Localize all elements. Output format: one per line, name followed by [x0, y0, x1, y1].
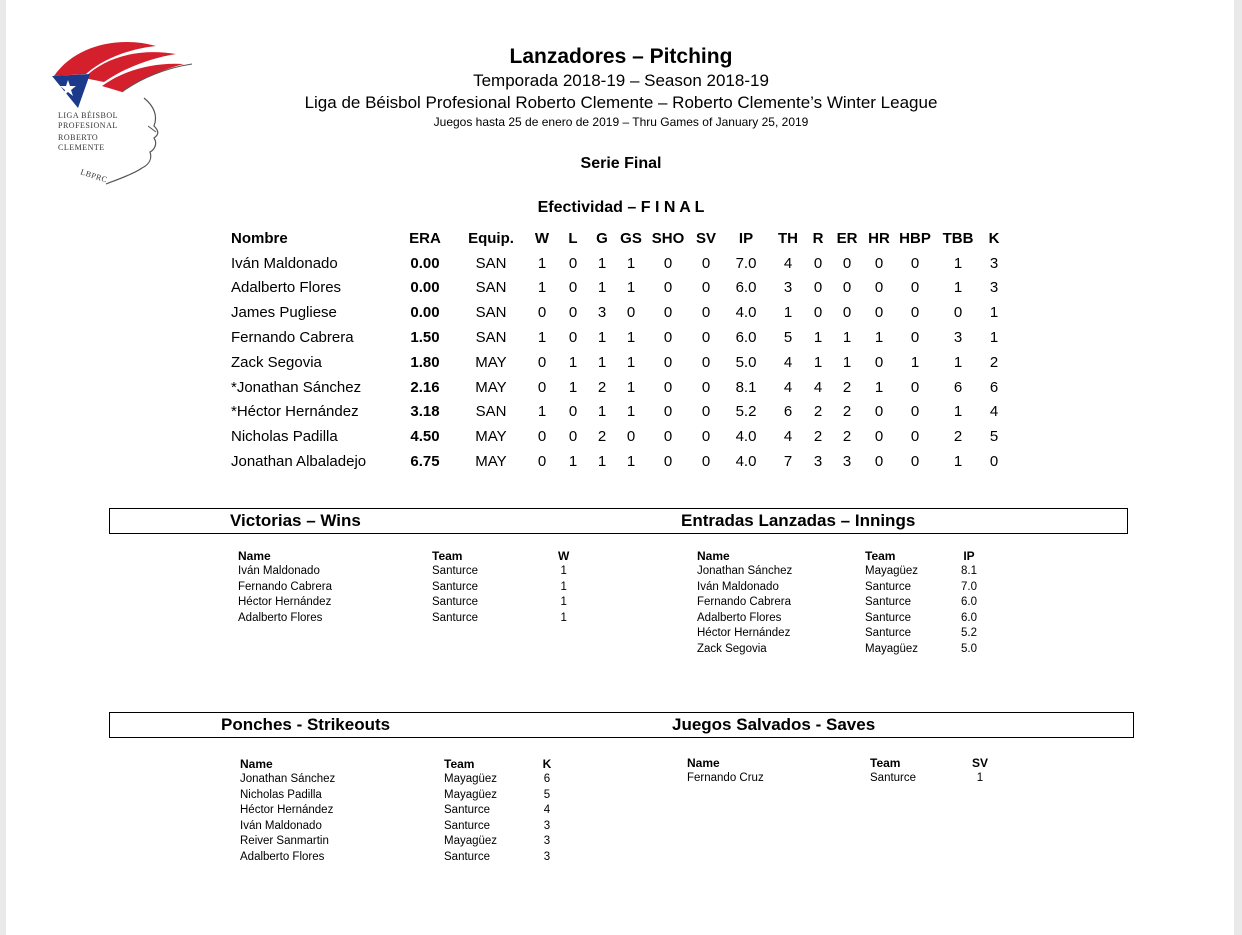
table-cell: 0: [701, 403, 711, 421]
table-cell: 6.0: [735, 279, 757, 297]
table-row: [238, 579, 569, 595]
table-row: [697, 641, 981, 657]
table-cell: 0: [813, 304, 823, 322]
table-cell: Mayagüez: [865, 642, 919, 655]
table-cell: Mayagüez: [865, 565, 919, 578]
table-cell: 5.2: [735, 403, 757, 421]
strikeouts-table: [240, 756, 552, 865]
table-cell: 6: [543, 773, 551, 786]
table-cell: 4.50: [410, 428, 440, 446]
table-cell: 4: [813, 378, 823, 396]
table-cell: 2: [597, 378, 607, 396]
era-column-header: W: [534, 229, 550, 247]
table-cell: 8.1: [735, 378, 757, 396]
table-cell: 4: [783, 353, 793, 371]
table-cell: 0: [626, 304, 636, 322]
table-cell: 0: [663, 403, 673, 421]
table-cell: 0: [813, 279, 823, 297]
era-column-header: K: [988, 229, 1000, 247]
table-cell: 6.0: [735, 329, 757, 347]
table-cell: 1: [953, 254, 963, 272]
table-cell: Iván Maldonado: [231, 254, 338, 272]
table-cell: 0: [663, 254, 673, 272]
games-through-note: Juegos hasta 25 de enero de 2019 – Thru Games of January 25, 2019: [433, 115, 809, 129]
table-cell: 8.1: [961, 565, 977, 578]
table-row: [225, 350, 1009, 375]
table-cell: 0: [537, 353, 547, 371]
table-cell: 0: [663, 353, 673, 371]
saves-table: [687, 755, 990, 786]
table-cell: Santurce: [432, 596, 479, 609]
table-cell: 2: [597, 428, 607, 446]
table-cell: Santurce: [432, 580, 479, 593]
table-cell: 1: [813, 353, 823, 371]
table-cell: 1: [626, 353, 636, 371]
table-cell: Jonathan Albaladejo: [231, 453, 367, 471]
table-cell: 0: [701, 378, 711, 396]
table-cell: 1: [537, 329, 547, 347]
table-row: [225, 300, 1009, 325]
table-row: [697, 595, 981, 611]
table-cell: 0: [910, 279, 920, 297]
table-cell: 1: [597, 453, 607, 471]
table-cell: *Héctor Hernández: [231, 403, 359, 421]
table-row: [225, 276, 1009, 301]
table-cell: Héctor Hernández: [697, 627, 791, 640]
table-cell: MAY: [475, 428, 507, 446]
table-cell: Santurce: [444, 850, 491, 863]
table-cell: 6: [953, 378, 963, 396]
table-cell: 3: [953, 329, 963, 347]
table-cell: 1: [626, 329, 636, 347]
table-cell: 1: [568, 353, 578, 371]
column-header: K: [542, 756, 552, 771]
table-cell: 1: [910, 353, 920, 371]
table-cell: SAN: [475, 254, 507, 272]
table-row: [687, 771, 990, 787]
table-row: [240, 772, 552, 788]
era-table: [225, 226, 1009, 474]
table-cell: Santurce: [432, 611, 479, 624]
table-cell: 0: [701, 453, 711, 471]
table-cell: Fernando Cabrera: [231, 329, 354, 347]
era-column-header: G: [596, 229, 608, 247]
table-cell: 0: [701, 254, 711, 272]
table-cell: Iván Maldonado: [238, 565, 320, 578]
innings-header-row: [697, 548, 981, 564]
table-cell: Mayagüez: [444, 773, 498, 786]
table-row: [238, 610, 569, 626]
table-cell: 0: [701, 428, 711, 446]
table-cell: Jonathan Sánchez: [697, 565, 793, 578]
table-cell: 0: [842, 254, 852, 272]
table-cell: 0: [568, 254, 578, 272]
table-cell: 4: [783, 378, 793, 396]
page-title: Lanzadores – Pitching: [509, 45, 733, 68]
table-row: [240, 803, 552, 819]
table-cell: 1: [953, 353, 963, 371]
table-cell: 0.00: [410, 304, 440, 322]
wins-title: Victorias – Wins: [230, 511, 361, 530]
table-cell: Santurce: [444, 819, 491, 832]
svg-text:LBPRC: LBPRC: [79, 167, 109, 185]
table-cell: Iván Maldonado: [697, 580, 779, 593]
table-cell: Santurce: [870, 772, 917, 785]
strikeouts-saves-header-box: [109, 712, 1134, 738]
table-cell: 1: [560, 596, 567, 609]
table-cell: 3: [842, 453, 852, 471]
column-header: Team: [444, 756, 475, 771]
era-column-header: GS: [620, 229, 642, 247]
table-cell: 1: [783, 304, 793, 322]
table-cell: 2: [989, 353, 999, 371]
column-header: Team: [432, 548, 463, 563]
table-cell: 4: [783, 254, 793, 272]
column-header: Name: [697, 548, 730, 563]
table-cell: 1: [597, 353, 607, 371]
column-header: Team: [870, 755, 901, 770]
table-cell: 1: [626, 453, 636, 471]
table-cell: 6.0: [961, 596, 977, 609]
table-cell: Héctor Hernández: [240, 804, 334, 817]
table-cell: 1: [953, 279, 963, 297]
era-column-header: SV: [695, 229, 716, 247]
table-cell: 1: [626, 403, 636, 421]
table-cell: 0: [701, 279, 711, 297]
table-row: [225, 400, 1009, 425]
era-column-header: ERA: [409, 229, 441, 247]
table-cell: 1: [813, 329, 823, 347]
table-cell: 1: [953, 403, 963, 421]
table-cell: 4.0: [735, 304, 757, 322]
table-cell: 1: [874, 329, 884, 347]
table-cell: 0: [568, 279, 578, 297]
table-cell: Santurce: [865, 596, 912, 609]
table-row: [240, 834, 552, 850]
table-cell: SAN: [475, 329, 507, 347]
table-cell: 3: [543, 850, 551, 863]
table-cell: 0: [874, 453, 884, 471]
table-cell: 1: [597, 329, 607, 347]
table-cell: 7.0: [961, 580, 977, 593]
table-cell: 0: [874, 279, 884, 297]
era-column-header: Equip.: [468, 229, 514, 247]
table-cell: 1: [560, 580, 567, 593]
table-cell: 0: [701, 329, 711, 347]
table-cell: 2: [813, 428, 823, 446]
table-cell: 3: [543, 819, 551, 832]
table-cell: 1: [842, 329, 852, 347]
table-row: [225, 325, 1009, 350]
table-cell: Nicholas Padilla: [231, 428, 338, 446]
table-cell: 2: [842, 428, 852, 446]
table-cell: Mayagüez: [444, 788, 498, 801]
table-cell: 3: [989, 279, 999, 297]
table-cell: 1: [560, 611, 567, 624]
table-cell: 0: [663, 329, 673, 347]
table-row: [225, 375, 1009, 400]
table-cell: 0: [626, 428, 636, 446]
table-cell: 1: [626, 279, 636, 297]
era-column-header: L: [568, 229, 578, 247]
table-cell: 3: [783, 279, 793, 297]
table-cell: 0: [537, 453, 547, 471]
table-cell: 0: [874, 428, 884, 446]
table-cell: 2: [842, 378, 852, 396]
table-cell: 0: [701, 304, 711, 322]
table-cell: 0: [813, 254, 823, 272]
table-cell: Santurce: [865, 627, 912, 640]
table-cell: 1: [626, 254, 636, 272]
table-cell: 0: [568, 403, 578, 421]
table-cell: 3: [597, 304, 607, 322]
table-cell: Adalberto Flores: [231, 279, 342, 297]
column-header: SV: [971, 755, 988, 770]
table-cell: 1: [568, 378, 578, 396]
table-cell: 4.0: [735, 428, 757, 446]
table-cell: 7.0: [735, 254, 757, 272]
era-column-header: IP: [738, 229, 754, 247]
svg-text:ROBERTO: ROBERTO: [58, 133, 99, 142]
table-cell: Fernando Cabrera: [238, 580, 332, 593]
table-cell: 1: [953, 453, 963, 471]
table-cell: Iván Maldonado: [240, 819, 322, 832]
table-cell: 1: [842, 353, 852, 371]
wins-header-row: [238, 548, 569, 564]
table-cell: Santurce: [865, 580, 912, 593]
table-cell: 0: [910, 254, 920, 272]
table-cell: 0: [701, 353, 711, 371]
table-cell: 3: [543, 835, 551, 848]
table-cell: 1: [597, 254, 607, 272]
table-cell: 0: [663, 279, 673, 297]
column-header: W: [558, 548, 570, 563]
table-cell: Zack Segovia: [697, 642, 767, 655]
saves-title: Juegos Salvados - Saves: [672, 715, 876, 734]
table-row: [697, 610, 981, 626]
table-cell: 0: [910, 453, 920, 471]
series-heading: Serie Final: [580, 155, 662, 172]
table-cell: 0: [910, 403, 920, 421]
table-cell: 0.00: [410, 254, 440, 272]
table-cell: 1: [568, 453, 578, 471]
table-cell: 4: [783, 428, 793, 446]
table-row: [697, 564, 981, 580]
table-cell: 5: [989, 428, 999, 446]
table-cell: 1: [874, 378, 884, 396]
table-cell: 0: [537, 428, 547, 446]
table-cell: 4.0: [735, 453, 757, 471]
table-cell: 2.16: [410, 378, 440, 396]
table-cell: Santurce: [865, 611, 912, 624]
table-cell: 1: [537, 279, 547, 297]
table-cell: 3.18: [410, 403, 440, 421]
table-cell: 1: [989, 304, 999, 322]
table-cell: 0: [874, 254, 884, 272]
era-column-header: HBP: [899, 229, 931, 247]
table-cell: MAY: [475, 353, 507, 371]
table-row: [238, 564, 569, 580]
table-cell: 0: [537, 378, 547, 396]
table-cell: 6.0: [961, 611, 977, 624]
table-cell: 0: [568, 428, 578, 446]
era-column-header: HR: [868, 229, 890, 247]
table-cell: 5: [543, 788, 551, 801]
table-cell: 5.2: [961, 627, 977, 640]
table-cell: 6.75: [410, 453, 440, 471]
table-cell: 1: [989, 329, 999, 347]
era-column-header: SHO: [651, 229, 685, 247]
table-cell: Héctor Hernández: [238, 596, 332, 609]
strikeouts-header-row: [240, 756, 552, 772]
wins-table: [238, 548, 569, 626]
table-cell: 1: [537, 403, 547, 421]
table-row: [240, 849, 552, 865]
table-cell: SAN: [475, 304, 507, 322]
table-cell: MAY: [475, 378, 507, 396]
svg-text:CLEMENTE: CLEMENTE: [58, 143, 105, 152]
table-cell: 0: [842, 304, 852, 322]
table-cell: 5: [783, 329, 793, 347]
column-header: Name: [687, 755, 720, 770]
table-cell: 1: [537, 254, 547, 272]
table-cell: Adalberto Flores: [240, 850, 325, 863]
table-cell: 3: [989, 254, 999, 272]
table-cell: 6: [989, 378, 999, 396]
era-column-header: TBB: [942, 229, 974, 247]
table-row: [240, 818, 552, 834]
table-cell: 6: [783, 403, 793, 421]
table-cell: 0: [663, 428, 673, 446]
table-row: [225, 424, 1009, 449]
saves-header-row: [687, 755, 990, 771]
innings-table: [697, 548, 981, 657]
table-cell: 1.80: [410, 353, 440, 371]
era-column-header: TH: [778, 229, 798, 247]
table-cell: Santurce: [432, 565, 479, 578]
table-cell: 4: [543, 804, 551, 817]
era-header-row: [225, 226, 1009, 251]
table-row: [697, 579, 981, 595]
table-cell: 0: [663, 304, 673, 322]
table-cell: Fernando Cruz: [687, 772, 764, 785]
table-cell: 0: [663, 378, 673, 396]
table-cell: 0: [537, 304, 547, 322]
table-row: [238, 595, 569, 611]
table-cell: Mayagüez: [444, 835, 498, 848]
table-cell: 0: [663, 453, 673, 471]
table-cell: SAN: [475, 279, 507, 297]
table-cell: 0: [874, 304, 884, 322]
table-cell: 5.0: [961, 642, 977, 655]
table-cell: Zack Segovia: [231, 353, 322, 371]
table-cell: Nicholas Padilla: [240, 788, 322, 801]
column-header: Name: [238, 548, 271, 563]
season-subtitle: Temporada 2018-19 – Season 2018-19: [473, 71, 769, 90]
table-cell: Jonathan Sánchez: [240, 773, 336, 786]
table-cell: 0.00: [410, 279, 440, 297]
table-cell: Santurce: [444, 804, 491, 817]
table-cell: 0: [910, 304, 920, 322]
table-row: [225, 251, 1009, 276]
svg-text:PROFESIONAL: PROFESIONAL: [58, 121, 118, 130]
table-cell: 2: [953, 428, 963, 446]
table-cell: *Jonathan Sánchez: [231, 378, 362, 396]
table-cell: Reiver Sanmartin: [240, 835, 329, 848]
era-section-heading: Efectividad – F I N A L: [537, 199, 705, 216]
table-cell: 7: [783, 453, 793, 471]
table-cell: 0: [568, 304, 578, 322]
table-cell: 3: [813, 453, 823, 471]
table-cell: 5.0: [735, 353, 757, 371]
table-cell: 0: [953, 304, 963, 322]
table-cell: 4: [989, 403, 999, 421]
column-header: IP: [963, 548, 975, 563]
column-header: Name: [240, 756, 273, 771]
league-subtitle: Liga de Béisbol Profesional Roberto Clemente – Roberto Clemente’s Winter League: [304, 93, 938, 112]
table-cell: 1: [976, 772, 984, 785]
column-header: Team: [865, 548, 896, 563]
table-cell: Adalberto Flores: [697, 611, 782, 624]
table-row: [225, 449, 1009, 474]
era-column-header: ER: [836, 229, 858, 247]
svg-text:LIGA BÉISBOL: LIGA BÉISBOL: [58, 111, 118, 120]
table-cell: 0: [910, 428, 920, 446]
table-cell: James Pugliese: [231, 304, 337, 322]
innings-title: Entradas Lanzadas – Innings: [681, 511, 916, 530]
table-cell: 0: [568, 329, 578, 347]
table-cell: 0: [910, 378, 920, 396]
table-cell: 0: [842, 279, 852, 297]
table-cell: 1: [597, 403, 607, 421]
table-row: [240, 787, 552, 803]
strikeouts-title: Ponches - Strikeouts: [221, 715, 391, 734]
table-cell: 1: [597, 279, 607, 297]
wins-innings-header-box: [109, 508, 1128, 534]
table-cell: 1: [626, 378, 636, 396]
table-row: [697, 626, 981, 642]
table-cell: 2: [842, 403, 852, 421]
table-cell: 0: [910, 329, 920, 347]
table-cell: 0: [874, 353, 884, 371]
table-cell: 2: [813, 403, 823, 421]
era-column-header: R: [812, 229, 824, 247]
era-column-header: Nombre: [231, 229, 288, 247]
table-cell: Adalberto Flores: [238, 611, 323, 624]
table-cell: 0: [989, 453, 999, 471]
table-cell: 0: [874, 403, 884, 421]
table-cell: 1: [560, 565, 567, 578]
table-cell: MAY: [475, 453, 507, 471]
table-cell: Fernando Cabrera: [697, 596, 791, 609]
table-cell: SAN: [475, 403, 507, 421]
table-cell: 1.50: [410, 329, 440, 347]
